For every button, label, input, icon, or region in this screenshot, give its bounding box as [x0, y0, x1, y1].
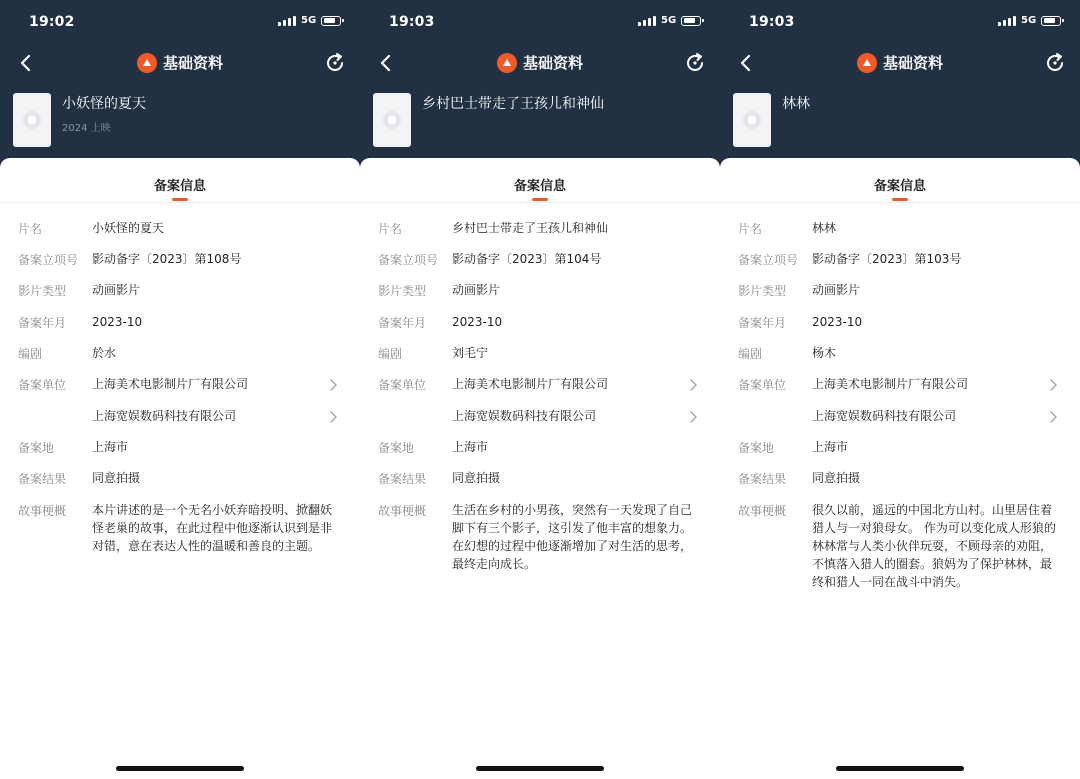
label-date: 备案年月 — [738, 316, 787, 330]
label-date: 备案年月 — [378, 316, 427, 330]
tab-filing-info[interactable]: 备案信息 — [873, 179, 926, 194]
label-writer: 编剧 — [738, 347, 763, 361]
value-place: 上海市 — [92, 440, 129, 454]
divider — [0, 202, 360, 203]
movie-year: 2024 上映 — [62, 123, 111, 134]
chevron-right-icon[interactable] — [687, 409, 699, 425]
chevron-right-icon[interactable] — [1047, 377, 1059, 393]
value-synopsis: 很久以前，遥远的中国北方山村。山里居住着猎人与一对狼母女。 作为可以变化成人形狼的林林常与人类小伙伴玩耍，不顾母亲的劝阻，不慎落入猎人的圈套。狼妈为了保护林林，最终和猎人一同在战斗中消失。 — [812, 503, 1056, 589]
label-unit: 备案单位 — [378, 378, 427, 392]
value-date: 2023-10 — [812, 315, 863, 329]
network-type: 5G — [661, 15, 677, 26]
tab-indicator — [172, 198, 188, 201]
info-sheet — [360, 158, 720, 779]
label-synopsis: 故事梗概 — [18, 504, 67, 518]
value-type: 动画影片 — [92, 283, 141, 297]
value-result: 同意拍摄 — [812, 471, 861, 485]
label-synopsis: 故事梗概 — [378, 504, 427, 518]
status-time: 19:02 — [29, 14, 75, 30]
label-writer: 编剧 — [18, 347, 43, 361]
status-icons — [998, 15, 1061, 26]
status-time: 19:03 — [749, 14, 795, 30]
value-number: 影动备字〔2023〕第104号 — [452, 252, 602, 266]
label-place: 备案地 — [378, 441, 415, 455]
nav-title-text: 基础资料 — [522, 54, 583, 72]
chevron-right-icon[interactable] — [327, 409, 339, 425]
label-number: 备案立项号 — [18, 253, 79, 267]
value-type: 动画影片 — [812, 283, 861, 297]
refresh-icon — [323, 51, 347, 75]
status-icons — [278, 15, 341, 26]
battery-icon — [1041, 16, 1061, 26]
chevron-right-icon[interactable] — [1047, 409, 1059, 425]
divider — [360, 202, 720, 203]
refresh-button[interactable] — [683, 51, 707, 75]
company-link-2[interactable]: 上海宽娱数码科技有限公司 — [452, 409, 597, 423]
value-result: 同意拍摄 — [452, 471, 501, 485]
value-synopsis: 生活在乡村的小男孩，突然有一天发现了自己脚下有三个影子，这引发了他丰富的想象力。在幻想的过程中他逐渐增加了对生活的思考，最终走向成长。 — [452, 503, 693, 571]
phone-screen-1 — [0, 0, 360, 779]
label-type: 影片类型 — [18, 284, 67, 298]
value-date: 2023-10 — [92, 315, 143, 329]
value-writer: 杨木 — [812, 346, 837, 360]
nav-title — [360, 52, 720, 73]
chevron-right-icon[interactable] — [687, 377, 699, 393]
tab-filing-info[interactable]: 备案信息 — [153, 179, 206, 194]
network-type: 5G — [301, 15, 317, 26]
value-number: 影动备字〔2023〕第108号 — [92, 252, 242, 266]
refresh-button[interactable] — [323, 51, 347, 75]
movie-name: 乡村巴士带走了王孩儿和神仙 — [422, 96, 604, 112]
label-place: 备案地 — [738, 441, 775, 455]
value-title: 林林 — [812, 221, 837, 235]
label-result: 备案结果 — [378, 472, 427, 486]
refresh-button[interactable] — [1043, 51, 1067, 75]
tab-indicator — [892, 198, 908, 201]
network-type: 5G — [1021, 15, 1037, 26]
value-place: 上海市 — [452, 440, 489, 454]
value-synopsis: 本片讲述的是一个无名小妖弃暗投明、掀翻妖怪老巢的故事，在此过程中他逐渐认识到是非对错，意在表达人性的温暖和善良的主题。 — [92, 503, 333, 553]
label-synopsis: 故事梗概 — [738, 504, 787, 518]
label-place: 备案地 — [18, 441, 55, 455]
value-place: 上海市 — [812, 440, 849, 454]
company-link-1[interactable]: 上海美术电影制片厂有限公司 — [92, 377, 249, 391]
phone-screen-3 — [720, 0, 1080, 779]
header — [360, 0, 720, 175]
header — [720, 0, 1080, 175]
nav-title — [720, 52, 1080, 73]
nav-title-text: 基础资料 — [882, 54, 943, 72]
brand-logo-icon — [497, 53, 517, 73]
divider — [720, 202, 1080, 203]
label-type: 影片类型 — [378, 284, 427, 298]
label-writer: 编剧 — [378, 347, 403, 361]
brand-logo-icon — [137, 53, 157, 73]
nav-title — [0, 52, 360, 73]
value-title: 乡村巴士带走了王孩儿和神仙 — [452, 221, 609, 235]
home-indicator[interactable] — [476, 766, 604, 771]
chevron-right-icon[interactable] — [327, 377, 339, 393]
status-icons — [638, 15, 701, 26]
value-number: 影动备字〔2023〕第103号 — [812, 252, 962, 266]
label-title: 片名 — [18, 222, 43, 236]
poster-placeholder-icon — [373, 93, 411, 147]
battery-icon — [321, 16, 341, 26]
value-date: 2023-10 — [452, 315, 503, 329]
value-writer: 刘毛宁 — [452, 346, 489, 360]
home-indicator[interactable] — [116, 766, 244, 771]
label-number: 备案立项号 — [738, 253, 799, 267]
label-date: 备案年月 — [18, 316, 67, 330]
label-title: 片名 — [738, 222, 763, 236]
company-link-2[interactable]: 上海宽娱数码科技有限公司 — [92, 409, 237, 423]
label-unit: 备案单位 — [18, 378, 67, 392]
tab-indicator — [532, 198, 548, 201]
value-writer: 於水 — [92, 346, 117, 360]
label-number: 备案立项号 — [378, 253, 439, 267]
signal-icon — [638, 15, 656, 26]
value-result: 同意拍摄 — [92, 471, 141, 485]
label-result: 备案结果 — [738, 472, 787, 486]
brand-logo-icon — [857, 53, 877, 73]
info-sheet — [0, 158, 360, 779]
battery-icon — [681, 16, 701, 26]
signal-icon — [278, 15, 296, 26]
signal-icon — [998, 15, 1016, 26]
nav-title-text: 基础资料 — [162, 54, 223, 72]
movie-name: 小妖怪的夏天 — [62, 96, 146, 112]
movie-name: 林林 — [782, 96, 810, 112]
info-sheet — [720, 158, 1080, 779]
home-indicator[interactable] — [836, 766, 964, 771]
poster-placeholder-icon — [13, 93, 51, 147]
value-title: 小妖怪的夏天 — [92, 221, 165, 235]
value-type: 动画影片 — [452, 283, 501, 297]
label-result: 备案结果 — [18, 472, 67, 486]
company-link-2[interactable]: 上海宽娱数码科技有限公司 — [812, 409, 957, 423]
label-unit: 备案单位 — [738, 378, 787, 392]
label-title: 片名 — [378, 222, 403, 236]
company-link-1[interactable]: 上海美术电影制片厂有限公司 — [812, 377, 969, 391]
label-type: 影片类型 — [738, 284, 787, 298]
status-time: 19:03 — [389, 14, 435, 30]
poster-placeholder-icon — [733, 93, 771, 147]
refresh-icon — [1043, 51, 1067, 75]
phone-screen-2 — [360, 0, 720, 779]
header — [0, 0, 360, 175]
tab-filing-info[interactable]: 备案信息 — [513, 179, 566, 194]
refresh-icon — [683, 51, 707, 75]
company-link-1[interactable]: 上海美术电影制片厂有限公司 — [452, 377, 609, 391]
